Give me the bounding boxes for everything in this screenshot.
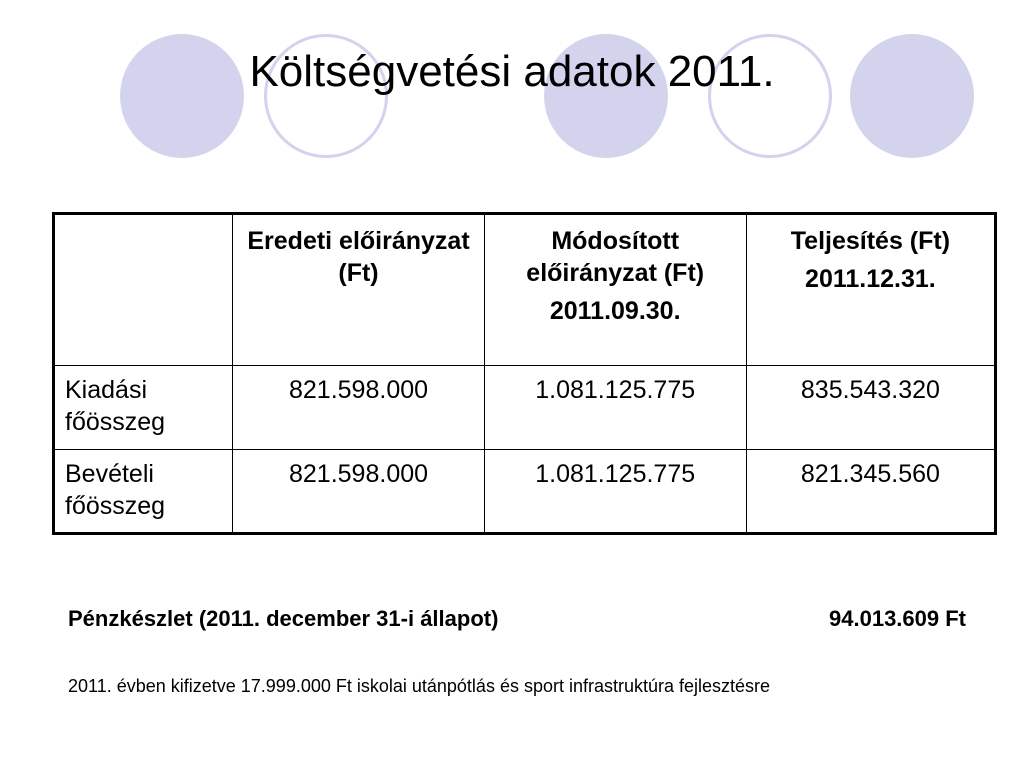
table-cell: 821.598.000	[233, 450, 484, 534]
row-label-expenditure: Kiadási főösszeg	[54, 366, 233, 450]
slide-title	[0, 44, 1024, 100]
header-label: Eredeti előirányzat (Ft)	[247, 227, 470, 287]
header-label: Módosított előirányzat (Ft)	[526, 227, 705, 287]
header-cell-modified-budget	[484, 214, 746, 366]
table-cell: 835.543.320	[746, 366, 995, 450]
budget-table	[52, 212, 997, 535]
payment-note: 2011. évben kifizetve 17.999.000 Ft iskolai utánpótlás és sport infrastruktúra fejlesztésre	[68, 676, 771, 696]
slide-title-text: Költségvetési adatok 2011.	[249, 47, 775, 96]
header-cell-fulfilment	[746, 214, 995, 366]
row-label-revenue: Bevételi főösszeg	[54, 450, 233, 534]
header-date: 2011.09.30.	[549, 297, 681, 325]
table-cell: 1.081.125.775	[484, 366, 746, 450]
budget-table-header	[54, 214, 996, 366]
header-date: 2011.12.31.	[805, 265, 936, 293]
cash-balance-value: 94.013.609 Ft	[829, 606, 966, 631]
header-label: Teljesítés (Ft)	[790, 227, 951, 255]
budget-table-body	[54, 366, 996, 534]
table-cell: 821.598.000	[233, 366, 484, 450]
table-row	[54, 366, 996, 450]
cash-balance-line	[68, 604, 968, 634]
cash-balance-label: Pénzkészlet (2011. december 31-i állapot)	[68, 606, 499, 631]
table-cell: 821.345.560	[746, 450, 995, 534]
table-row	[54, 450, 996, 534]
table-cell: 1.081.125.775	[484, 450, 746, 534]
header-cell-empty	[54, 214, 233, 366]
header-cell-original-budget	[233, 214, 484, 366]
header-row	[54, 214, 996, 366]
